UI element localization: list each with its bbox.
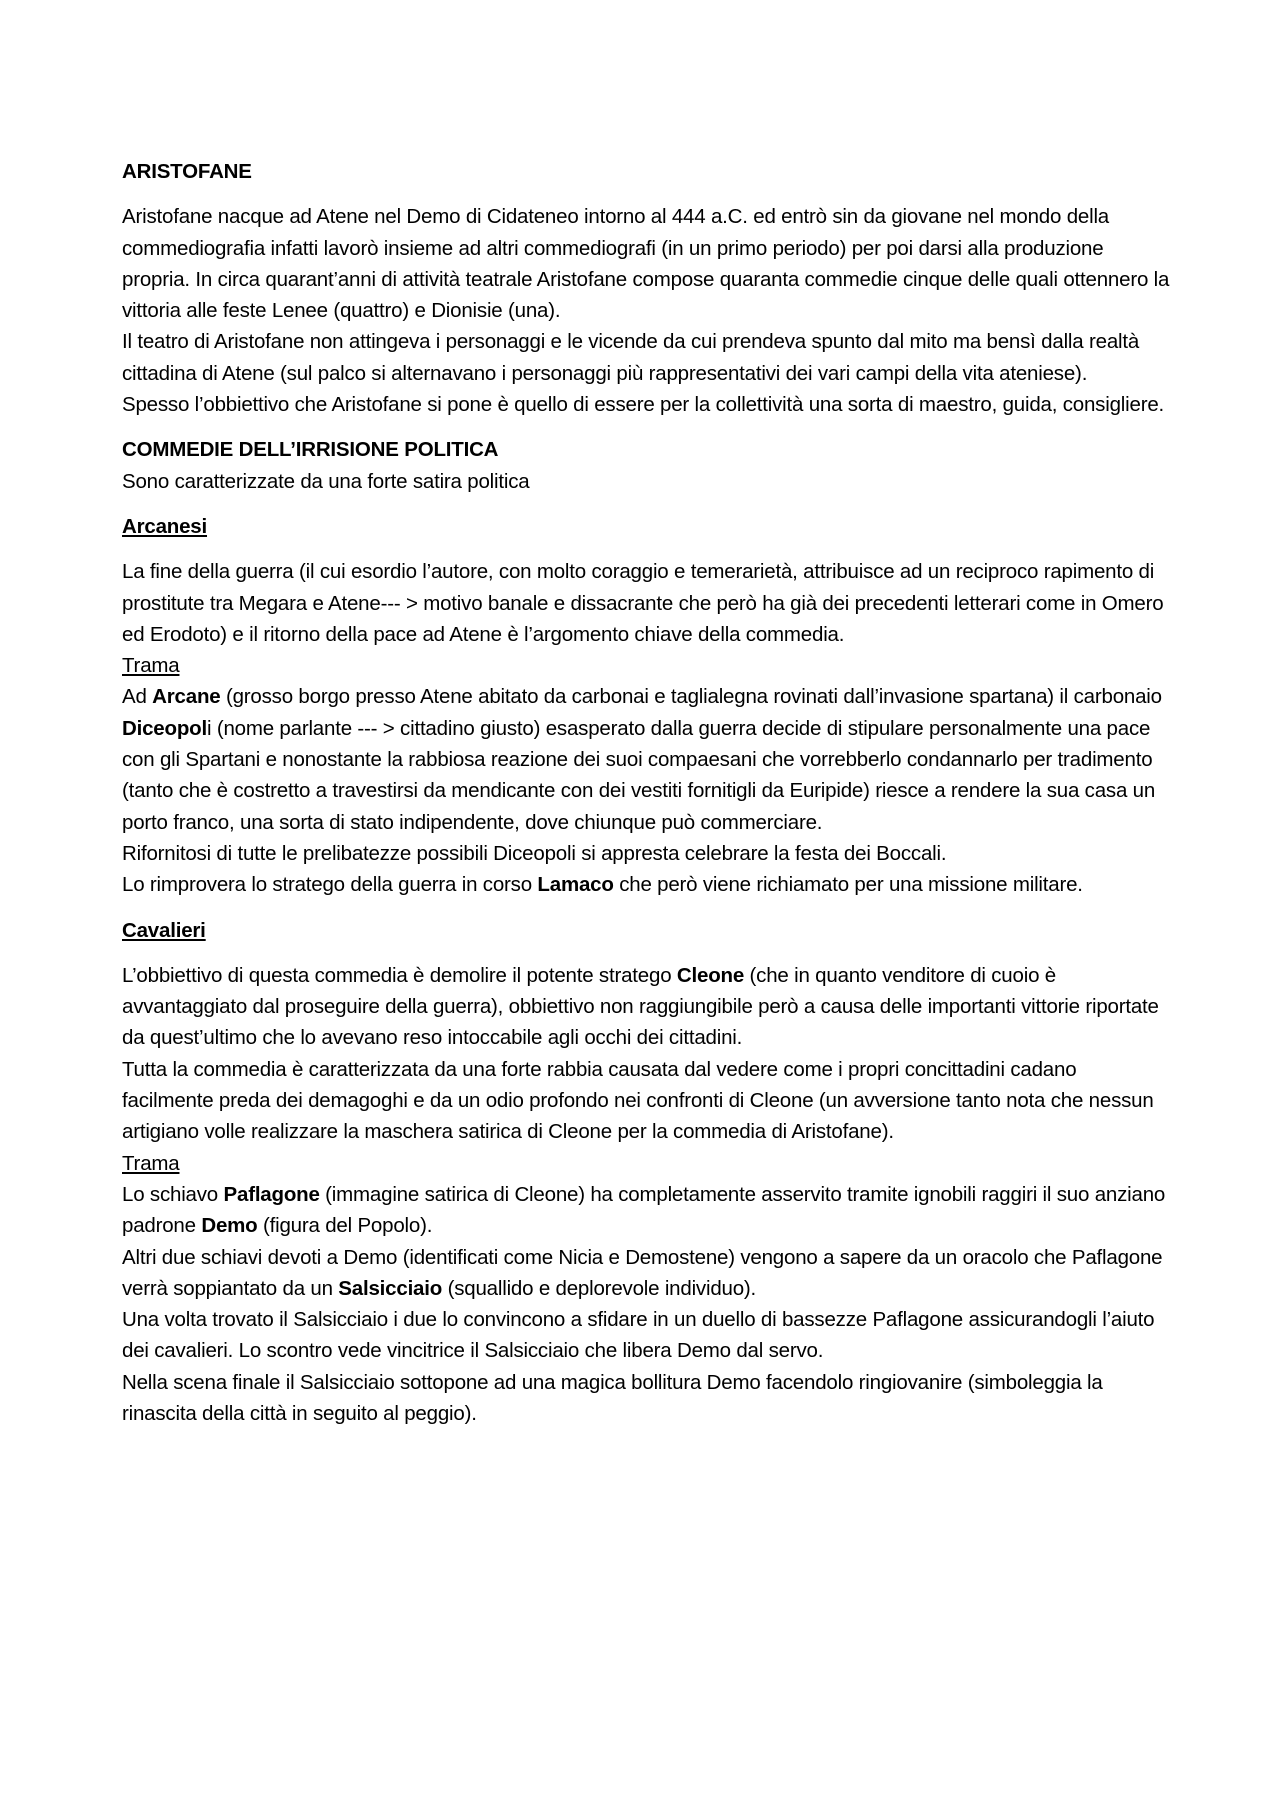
text-run: Altri due schiavi devoti a Demo (identificati come Nicia e Demostene) vengono a sapere da un oracolo che Paflagone verrà soppiantato da un xyxy=(122,1245,1163,1300)
arcanesi-summary: La fine della guerra (il cui esordio l’autore, con molto coraggio e temerarietà, attribuisce ad un reciproco rapimento di prostitute tra Megara e Atene--- > motivo banale e dissacrante che però ha già dei precedenti letterari come in Omero ed Erodoto) e il ritorno della pace ad Atene è l’argomento chiave della commedia. xyxy=(122,560,1164,646)
text-run: Lo rimprovera lo stratego della guerra in corso xyxy=(122,873,538,897)
arcanesi-trama-label: Trama xyxy=(122,654,180,678)
cavalieri-plot-paragraph-2 xyxy=(122,1242,1172,1305)
text-run: L’obbiettivo di questa commedia è demolire il potente stratego xyxy=(122,963,677,987)
keyword-demo: Demo xyxy=(201,1214,258,1238)
keyword-salsicciaio: Salsicciaio xyxy=(338,1276,443,1300)
text-run: (che in quanto venditore di cuoio è avvantaggiato dal proseguire della guerra), obbiettivo non raggiungibile però a causa delle importanti vittorie riportate da quest’ultimo che lo avevano reso intoccabile agli occhi dei cittadini. xyxy=(122,963,1159,1050)
text-run: Lo schiavo xyxy=(122,1182,224,1206)
cavalieri-heading: Cavalieri xyxy=(122,918,206,942)
keyword-paflagone: Paflagone xyxy=(223,1182,320,1206)
keyword-diceopoli: Diceopol xyxy=(122,716,207,740)
document-title: ARISTOFANE xyxy=(122,160,252,183)
text-run: (squallido e deplorevole individuo). xyxy=(442,1276,757,1300)
cavalieri-plot-paragraph-3: Una volta trovato il Salsicciaio i due lo convincono a sfidare in un duello di bassezze Paflagone assicurandogli l’aiuto dei cavalieri. Lo scontro vede vincitrice il Salsicciaio che libera Demo dal servo. xyxy=(122,1308,1155,1363)
text-run: (immagine satirica di Cleone) ha completamente asservito tramite ignobili raggiri il suo anziano padrone xyxy=(122,1182,1166,1238)
cavalieri-plot-paragraph-4: Nella scena finale il Salsicciaio sottopone ad una magica bollitura Demo facendolo ringiovanire (simboleggia la rinascita della città in seguito al peggio). xyxy=(122,1370,1103,1425)
arcanesi-plot-paragraph-3 xyxy=(122,869,1172,900)
section-subtitle: Sono caratterizzate da una forte satira politica xyxy=(122,469,530,493)
keyword-arcane: Arcane xyxy=(152,685,221,709)
text-run: (grosso borgo presso Atene abitato da carbonai e taglialegna rovinati dall’invasione spartana) il carbonaio xyxy=(220,685,1162,709)
intro-paragraph-2: Il teatro di Aristofane non attingeva i personaggi e le vicende da cui prendeva spunto dal mito ma bensì dalla realtà cittadina di Atene (sul palco si alternavano i personaggi più rappresentativi dei vari campi della vita ateniese). xyxy=(122,330,1140,385)
section-heading: COMMEDIE DELL’IRRISIONE POLITICA xyxy=(122,438,499,462)
arcanesi-plot-paragraph-2: Rifornitosi di tutte le prelibatezze possibili Diceopoli si appresta celebrare la festa dei Boccali. xyxy=(122,841,947,865)
keyword-cleone: Cleone xyxy=(676,963,745,987)
cavalieri-paragraph-1 xyxy=(122,960,1172,1054)
document-content xyxy=(122,156,1172,1429)
text-run: Ad xyxy=(122,685,153,709)
arcanesi-plot-paragraph-1 xyxy=(122,681,1172,837)
cavalieri-trama-label: Trama xyxy=(122,1151,180,1175)
intro-paragraph-1: Aristofane nacque ad Atene nel Demo di Cidateneo intorno al 444 a.C. ed entrò sin da giovane nel mondo della commediografia infatti lavorò insieme ad altri commediografi (in un primo periodo) per poi darsi alla produzione propria. In circa quarant’anni di attività teatrale Aristofane compose quaranta commedie cinque delle quali ottennero la vittoria alle feste Lenee (quattro) e Dionisie (una). xyxy=(122,205,1170,323)
keyword-lamaco: Lamaco xyxy=(537,873,614,897)
text-run: i (nome parlante --- > cittadino giusto) esasperato dalla guerra decide di stipulare personalmente una pace con gli Spartani e nonostante la rabbiosa reazione dei suoi compaesani che vorrebberlo condannarlo per tradimento (tanto che è costretto a travestirsi da mendicante con dei vestiti fornitigli da Euripide) riesce a rendere la sua casa un porto franco, una sorta di stato indipendente, dove chiunque può commerciare. xyxy=(122,716,1156,834)
cavalieri-paragraph-2: Tutta la commedia è caratterizzata da una forte rabbia causata dal vedere come i propri concittadini cadano facilmente preda dei demagoghi e da un odio profondo nei confronti di Cleone (un avversione tanto nota che nessun artigiano volle realizzare la maschera satirica di Cleone per la commedia di Aristofane). xyxy=(122,1057,1154,1144)
cavalieri-plot-paragraph-1 xyxy=(122,1179,1172,1242)
arcanesi-heading: Arcanesi xyxy=(122,514,208,538)
text-run: (figura del Popolo). xyxy=(257,1214,433,1238)
text-run: che però viene richiamato per una missione militare. xyxy=(613,873,1083,897)
intro-paragraph-3: Spesso l’obbiettivo che Aristofane si pone è quello di essere per la collettività una sorta di maestro, guida, consigliere. xyxy=(122,393,1165,417)
